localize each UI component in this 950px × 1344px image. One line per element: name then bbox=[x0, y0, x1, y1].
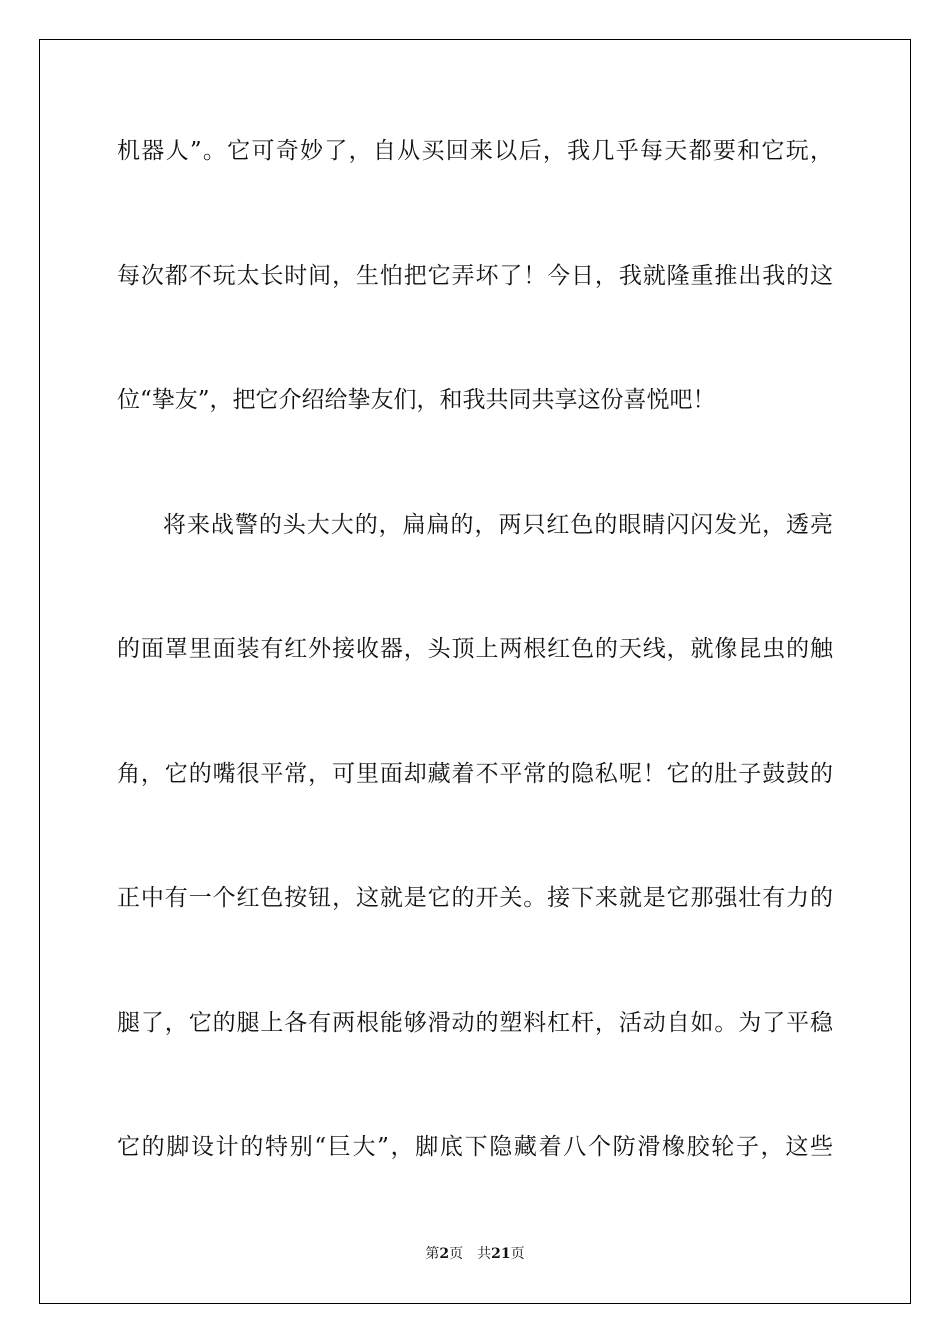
page-footer bbox=[0, 1245, 950, 1263]
text-line-4: 将来战警的头大大的，扁扁的，两只红色的眼睛闪闪发光，透亮 bbox=[163, 512, 833, 538]
total-suffix: 页 bbox=[510, 1246, 525, 1262]
page-number: 2 bbox=[439, 1246, 450, 1262]
page-prefix: 第 bbox=[425, 1246, 440, 1262]
text-line-1: 机器人”。它可奇妙了，自从买回来以后，我几乎每天都要和它玩， bbox=[117, 138, 833, 164]
text-line-3: 位“挚友”，把它介绍给挚友们，和我共同共享这份喜悦吧！ bbox=[117, 387, 716, 413]
text-line-6: 角，它的嘴很平常，可里面却藏着不平常的隐私呢！它的肚子鼓鼓的 bbox=[117, 761, 833, 787]
text-line-5: 的面罩里面装有红外接收器，头顶上两根红色的天线，就像昆虫的触 bbox=[117, 636, 833, 662]
text-line-9: 它的脚设计的特别“巨大”，脚底下隐藏着八个防滑橡胶轮子，这些 bbox=[117, 1134, 833, 1160]
page-frame bbox=[39, 39, 911, 1304]
total-prefix: 共 bbox=[477, 1246, 492, 1262]
text-line-7: 正中有一个红色按钮，这就是它的开关。接下来就是它那强壮有力的 bbox=[117, 885, 833, 911]
page-suffix: 页 bbox=[449, 1246, 464, 1262]
total-pages: 21 bbox=[491, 1246, 511, 1262]
text-line-2: 每次都不玩太长时间，生怕把它弄坏了！今日，我就隆重推出我的这 bbox=[117, 263, 833, 289]
text-line-8: 腿了，它的腿上各有两根能够滑动的塑料杠杆，活动自如。为了平稳 bbox=[117, 1010, 833, 1036]
